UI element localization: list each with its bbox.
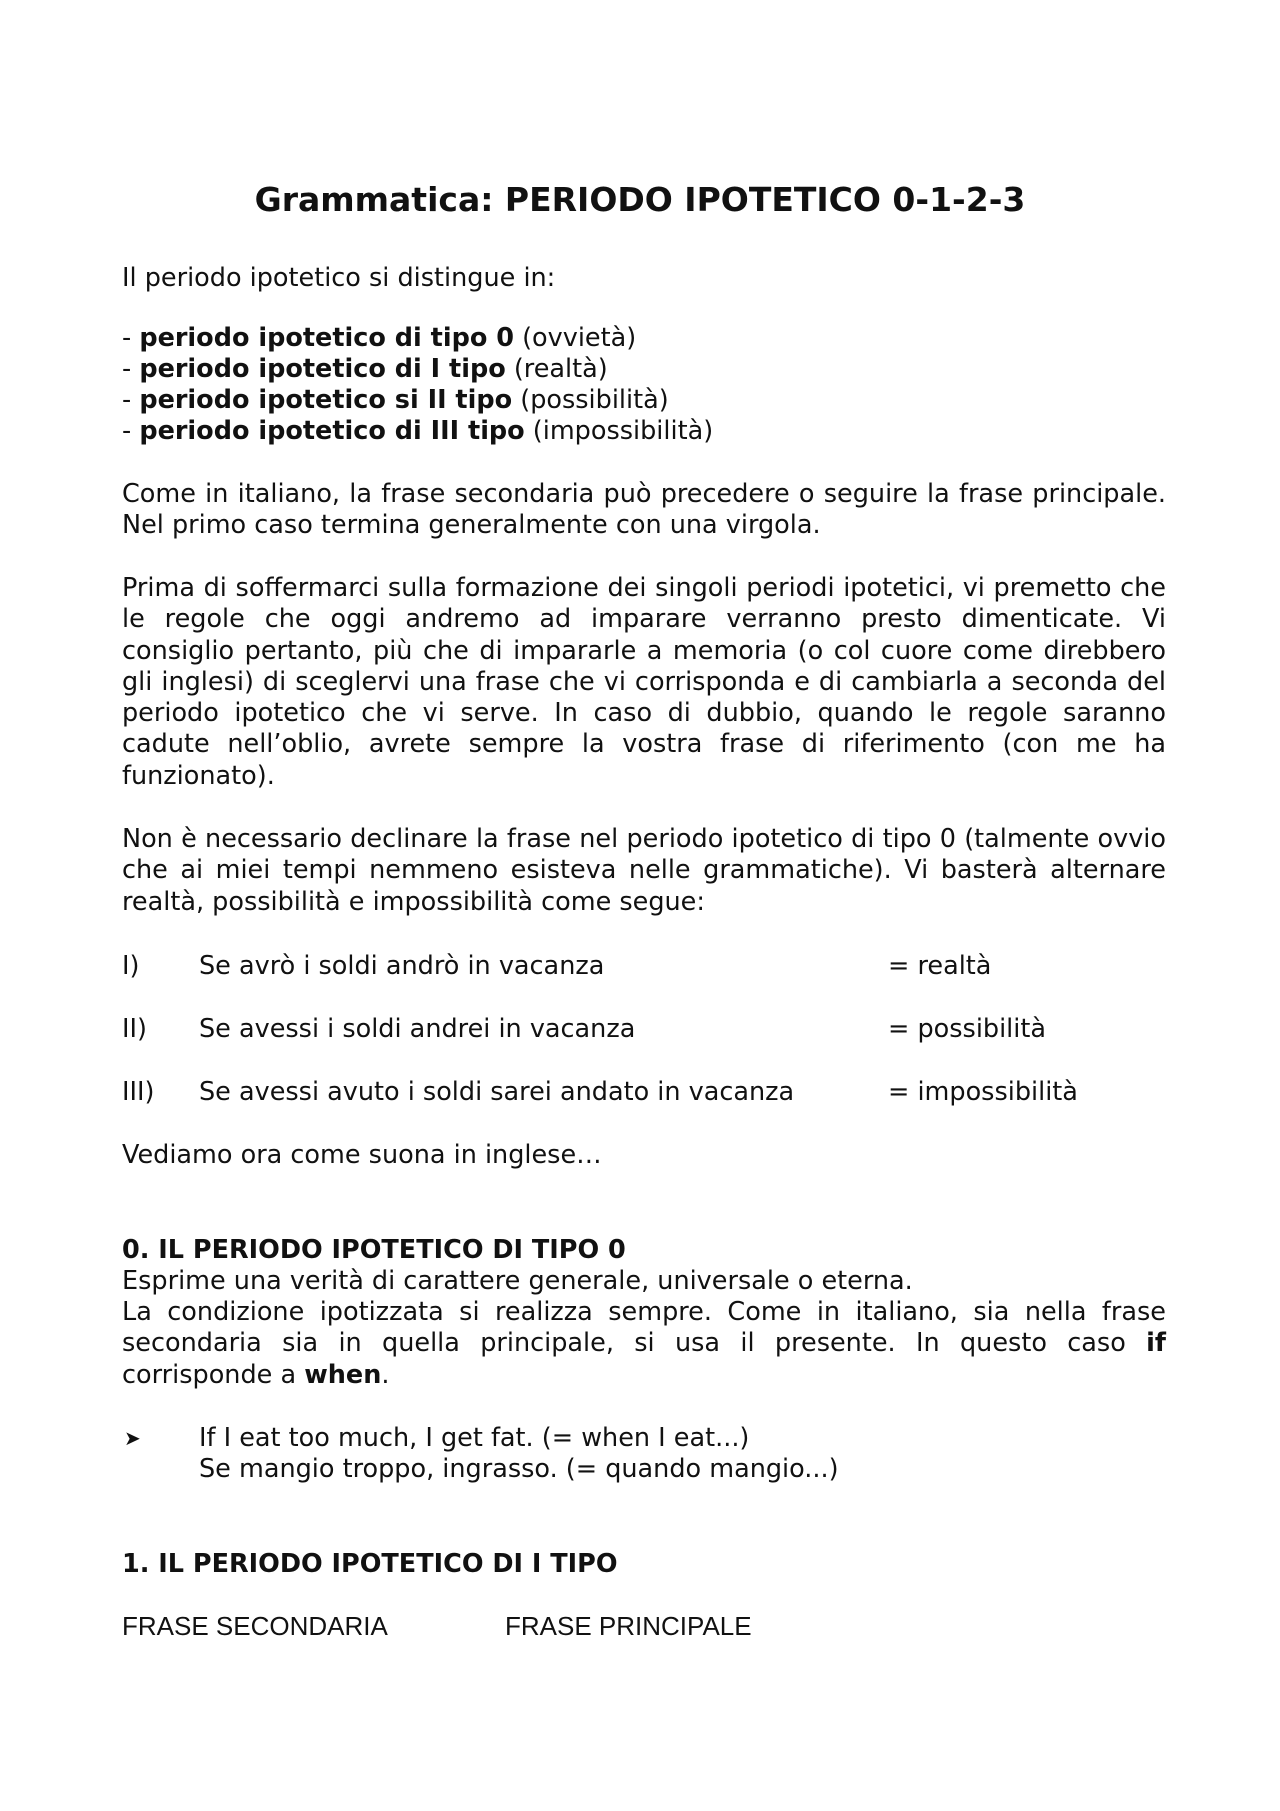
list-item-bold: periodo ipotetico di tipo 0 — [139, 323, 514, 353]
example-sentence: Se avessi avuto i soldi sarei andato in vacanza — [199, 1077, 795, 1107]
type-list — [122, 323, 713, 447]
keyword-when: when — [304, 1359, 382, 1390]
arrow-bullet-icon: ➤ — [124, 1426, 141, 1450]
list-item-bold: periodo ipotetico di I tipo — [139, 354, 506, 384]
section0-text: La condizione ipotizzata si realizza sempre. Come in italiano, sia nella frase secondaria sia in quella principale, si usa il presente. In questo caso — [122, 1297, 1166, 1359]
intro-text: Il periodo ipotetico si distingue in: — [122, 263, 556, 293]
example-english: If I eat too much, I get fat. (= when I eat...) — [199, 1423, 750, 1453]
list-item — [122, 416, 713, 447]
list-item — [122, 354, 713, 385]
section0-paragraph — [122, 1297, 1166, 1391]
example-sentence: Se avrò i soldi andrò in vacanza — [199, 951, 605, 981]
column-header-principale: FRASE PRINCIPALE — [505, 1611, 752, 1641]
example-italian: Se mangio troppo, ingrasso. (= quando mangio...) — [199, 1454, 839, 1484]
section0-line1: Esprime una verità di carattere generale, universale o eterna. — [122, 1266, 913, 1296]
list-item-note: (possibilità) — [512, 385, 669, 415]
list-dash: - — [122, 416, 140, 446]
section1-heading: 1. IL PERIODO IPOTETICO DI I TIPO — [122, 1549, 618, 1579]
example-sentence: Se avessi i soldi andrei in vacanza — [199, 1014, 636, 1044]
list-dash: - — [122, 354, 140, 384]
paragraph-type0-note: Non è necessario declinare la frase nel periodo ipotetico di tipo 0 (talmente ovvio che ai miei tempi nemmeno esisteva nelle grammatiche). Vi basterà alternare realtà, possibilità e impossibilità come segue: — [122, 824, 1166, 917]
example-result: = possibilità — [888, 1014, 1046, 1044]
example-number: II) — [122, 1014, 147, 1044]
list-dash: - — [122, 385, 140, 415]
column-header-secondaria: FRASE SECONDARIA — [122, 1611, 388, 1641]
section0-text: . — [381, 1359, 390, 1390]
page-title: Grammatica: PERIODO IPOTETICO 0-1-2-3 — [254, 180, 1026, 219]
list-item-bold: periodo ipotetico di III tipo — [139, 416, 525, 446]
keyword-if: if — [1146, 1328, 1166, 1359]
section0-text: corrisponde a — [122, 1359, 305, 1390]
list-dash: - — [122, 323, 140, 353]
list-item — [122, 385, 713, 416]
paragraph-order: Come in italiano, la frase secondaria può precedere o seguire la frase principale. Nel primo caso termina generalmente con una virgola. — [122, 479, 1166, 541]
example-number: III) — [122, 1077, 155, 1107]
section0-heading: 0. IL PERIODO IPOTETICO DI TIPO 0 — [122, 1235, 626, 1265]
example-number: I) — [122, 951, 140, 981]
list-item-bold: periodo ipotetico si II tipo — [139, 385, 513, 415]
list-item — [122, 323, 713, 354]
list-item-note: (ovvietà) — [513, 323, 637, 353]
example-result: = impossibilità — [888, 1077, 1078, 1107]
outro-text: Vediamo ora come suona in inglese… — [122, 1140, 602, 1170]
example-result: = realtà — [888, 951, 992, 981]
paragraph-advice: Prima di soffermarci sulla formazione dei singoli periodi ipotetici, vi premetto che le regole che oggi andremo ad imparare verranno presto dimenticate. Vi consiglio pertanto, più che di impararle a memoria (o col cuore come direbbero gli inglesi) di sceglervi una frase che vi corrisponda e di cambiarla a seconda del periodo ipotetico che vi serve. In caso di dubbio, quando le regole saranno cadute nell’oblio, avrete sempre la vostra frase di riferimento (con me ha funzionato). — [122, 573, 1166, 791]
list-item-note: (realtà) — [505, 354, 608, 384]
list-item-note: (impossibilità) — [524, 416, 714, 446]
